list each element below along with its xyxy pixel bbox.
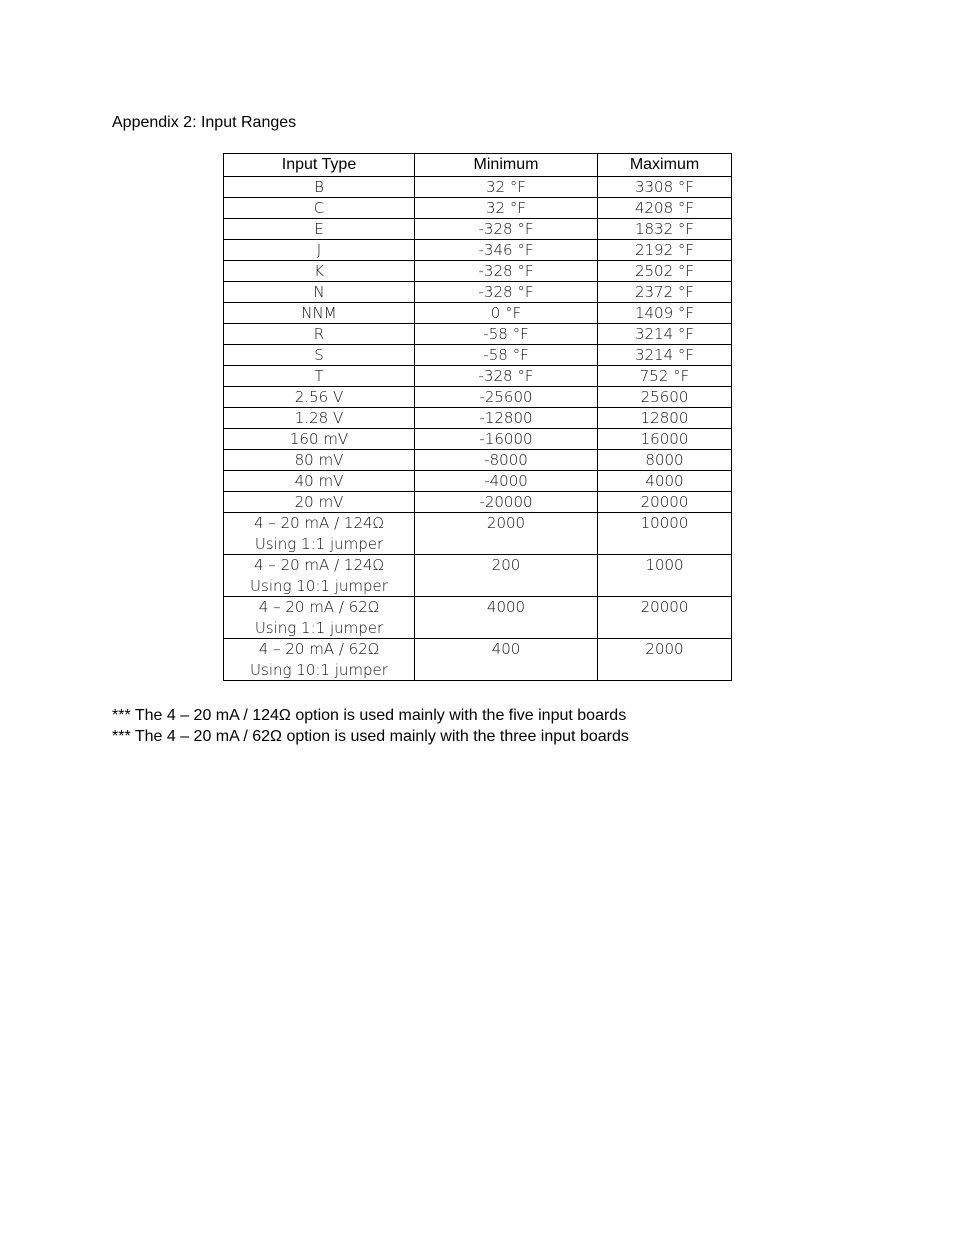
cell-maximum: 1409 °F (598, 303, 732, 324)
header-input-type: Input Type (224, 154, 415, 177)
cell-maximum: 8000 (598, 450, 732, 471)
cell-maximum: 2372 °F (598, 282, 732, 303)
input-type-label: N (313, 283, 325, 301)
table-row (224, 345, 732, 366)
input-type-label: 40 mV (294, 472, 344, 490)
cell-minimum: -346 °F (415, 240, 598, 261)
cell-input-type (224, 513, 415, 555)
input-type-label: 4 – 20 mA / 124Ω (254, 514, 384, 532)
cell-input-type (224, 261, 415, 282)
input-type-label: B (314, 178, 324, 196)
input-type-label: 4 – 20 mA / 62Ω (258, 598, 380, 616)
table-row (224, 471, 732, 492)
table-row (224, 429, 732, 450)
table-row (224, 387, 732, 408)
table-row (224, 555, 732, 597)
cell-input-type (224, 219, 415, 240)
input-type-label: E (314, 220, 324, 238)
cell-input-type (224, 345, 415, 366)
input-type-label: S (314, 346, 324, 364)
cell-maximum: 16000 (598, 429, 732, 450)
header-minimum: Minimum (415, 154, 598, 177)
header-maximum: Maximum (598, 154, 732, 177)
cell-input-type (224, 282, 415, 303)
cell-maximum: 4000 (598, 471, 732, 492)
cell-minimum: 2000 (415, 513, 598, 555)
cell-maximum: 10000 (598, 513, 732, 555)
input-type-label: 20 mV (294, 493, 344, 511)
cell-minimum: -4000 (415, 471, 598, 492)
cell-maximum: 4208 °F (598, 198, 732, 219)
cell-input-type (224, 555, 415, 597)
cell-maximum: 2502 °F (598, 261, 732, 282)
jumper-label: Using 10:1 jumper (250, 660, 388, 679)
cell-maximum: 752 °F (598, 366, 732, 387)
cell-input-type (224, 450, 415, 471)
cell-input-type (224, 597, 415, 639)
cell-maximum: 20000 (598, 492, 732, 513)
cell-input-type (224, 387, 415, 408)
cell-maximum: 1000 (598, 555, 732, 597)
input-type-label: R (313, 325, 325, 343)
input-type-label: 1.28 V (294, 409, 344, 427)
cell-minimum: -58 °F (415, 345, 598, 366)
jumper-label: Using 1:1 jumper (254, 534, 384, 553)
input-type-label: 80 mV (294, 451, 344, 469)
table-row (224, 513, 732, 555)
input-type-label: NNM (301, 304, 337, 322)
jumper-label: Using 1:1 jumper (254, 618, 384, 637)
cell-input-type (224, 429, 415, 450)
cell-maximum: 1832 °F (598, 219, 732, 240)
input-type-label: 160 mV (289, 430, 349, 448)
jumper-label: Using 10:1 jumper (250, 576, 388, 595)
cell-input-type (224, 324, 415, 345)
cell-minimum: 32 °F (415, 198, 598, 219)
cell-minimum: -20000 (415, 492, 598, 513)
cell-input-type (224, 366, 415, 387)
input-type-label: 4 – 20 mA / 62Ω (258, 640, 380, 658)
input-ranges-table (223, 153, 732, 681)
table-row (224, 366, 732, 387)
cell-minimum: -328 °F (415, 219, 598, 240)
table-row (224, 261, 732, 282)
cell-input-type (224, 408, 415, 429)
cell-input-type (224, 639, 415, 681)
cell-minimum: -328 °F (415, 366, 598, 387)
footnote-124-ohm: *** The 4 – 20 mA / 124Ω option is used mainly with the five input boards (112, 707, 627, 724)
footnote-62-ohm: *** The 4 – 20 mA / 62Ω option is used mainly with the three input boards (112, 727, 629, 745)
footnotes (112, 706, 629, 747)
cell-minimum: -16000 (415, 429, 598, 450)
table-header-row (224, 154, 732, 177)
cell-minimum: -12800 (415, 408, 598, 429)
cell-maximum: 2192 °F (598, 240, 732, 261)
page-title: Appendix 2: Input Ranges (112, 114, 297, 131)
cell-input-type (224, 471, 415, 492)
cell-input-type (224, 303, 415, 324)
cell-maximum: 3308 °F (598, 177, 732, 198)
cell-maximum: 3214 °F (598, 345, 732, 366)
cell-minimum: -25600 (415, 387, 598, 408)
input-type-label: 2.56 V (294, 388, 344, 406)
table-body (224, 177, 732, 681)
table-row (224, 492, 732, 513)
input-type-label: J (316, 241, 322, 259)
input-type-label: 4 – 20 mA / 124Ω (254, 556, 384, 574)
cell-minimum: 4000 (415, 597, 598, 639)
cell-minimum: -328 °F (415, 282, 598, 303)
table-row (224, 177, 732, 198)
cell-minimum: 200 (415, 555, 598, 597)
cell-input-type (224, 198, 415, 219)
table-row (224, 450, 732, 471)
input-type-label: C (313, 199, 325, 217)
input-type-label: T (314, 367, 324, 385)
cell-minimum: -328 °F (415, 261, 598, 282)
cell-maximum: 3214 °F (598, 324, 732, 345)
table-row (224, 408, 732, 429)
cell-maximum: 2000 (598, 639, 732, 681)
input-type-label: K (314, 262, 324, 280)
table-row (224, 639, 732, 681)
cell-maximum: 25600 (598, 387, 732, 408)
table-row (224, 303, 732, 324)
cell-maximum: 12800 (598, 408, 732, 429)
cell-minimum: 32 °F (415, 177, 598, 198)
cell-input-type (224, 492, 415, 513)
cell-minimum: 0 °F (415, 303, 598, 324)
table-row (224, 240, 732, 261)
cell-input-type (224, 240, 415, 261)
table-row (224, 282, 732, 303)
cell-maximum: 20000 (598, 597, 732, 639)
table-row (224, 597, 732, 639)
table-row (224, 324, 732, 345)
cell-minimum: -58 °F (415, 324, 598, 345)
table-row (224, 219, 732, 240)
cell-input-type (224, 177, 415, 198)
cell-minimum: -8000 (415, 450, 598, 471)
cell-minimum: 400 (415, 639, 598, 681)
table-row (224, 198, 732, 219)
